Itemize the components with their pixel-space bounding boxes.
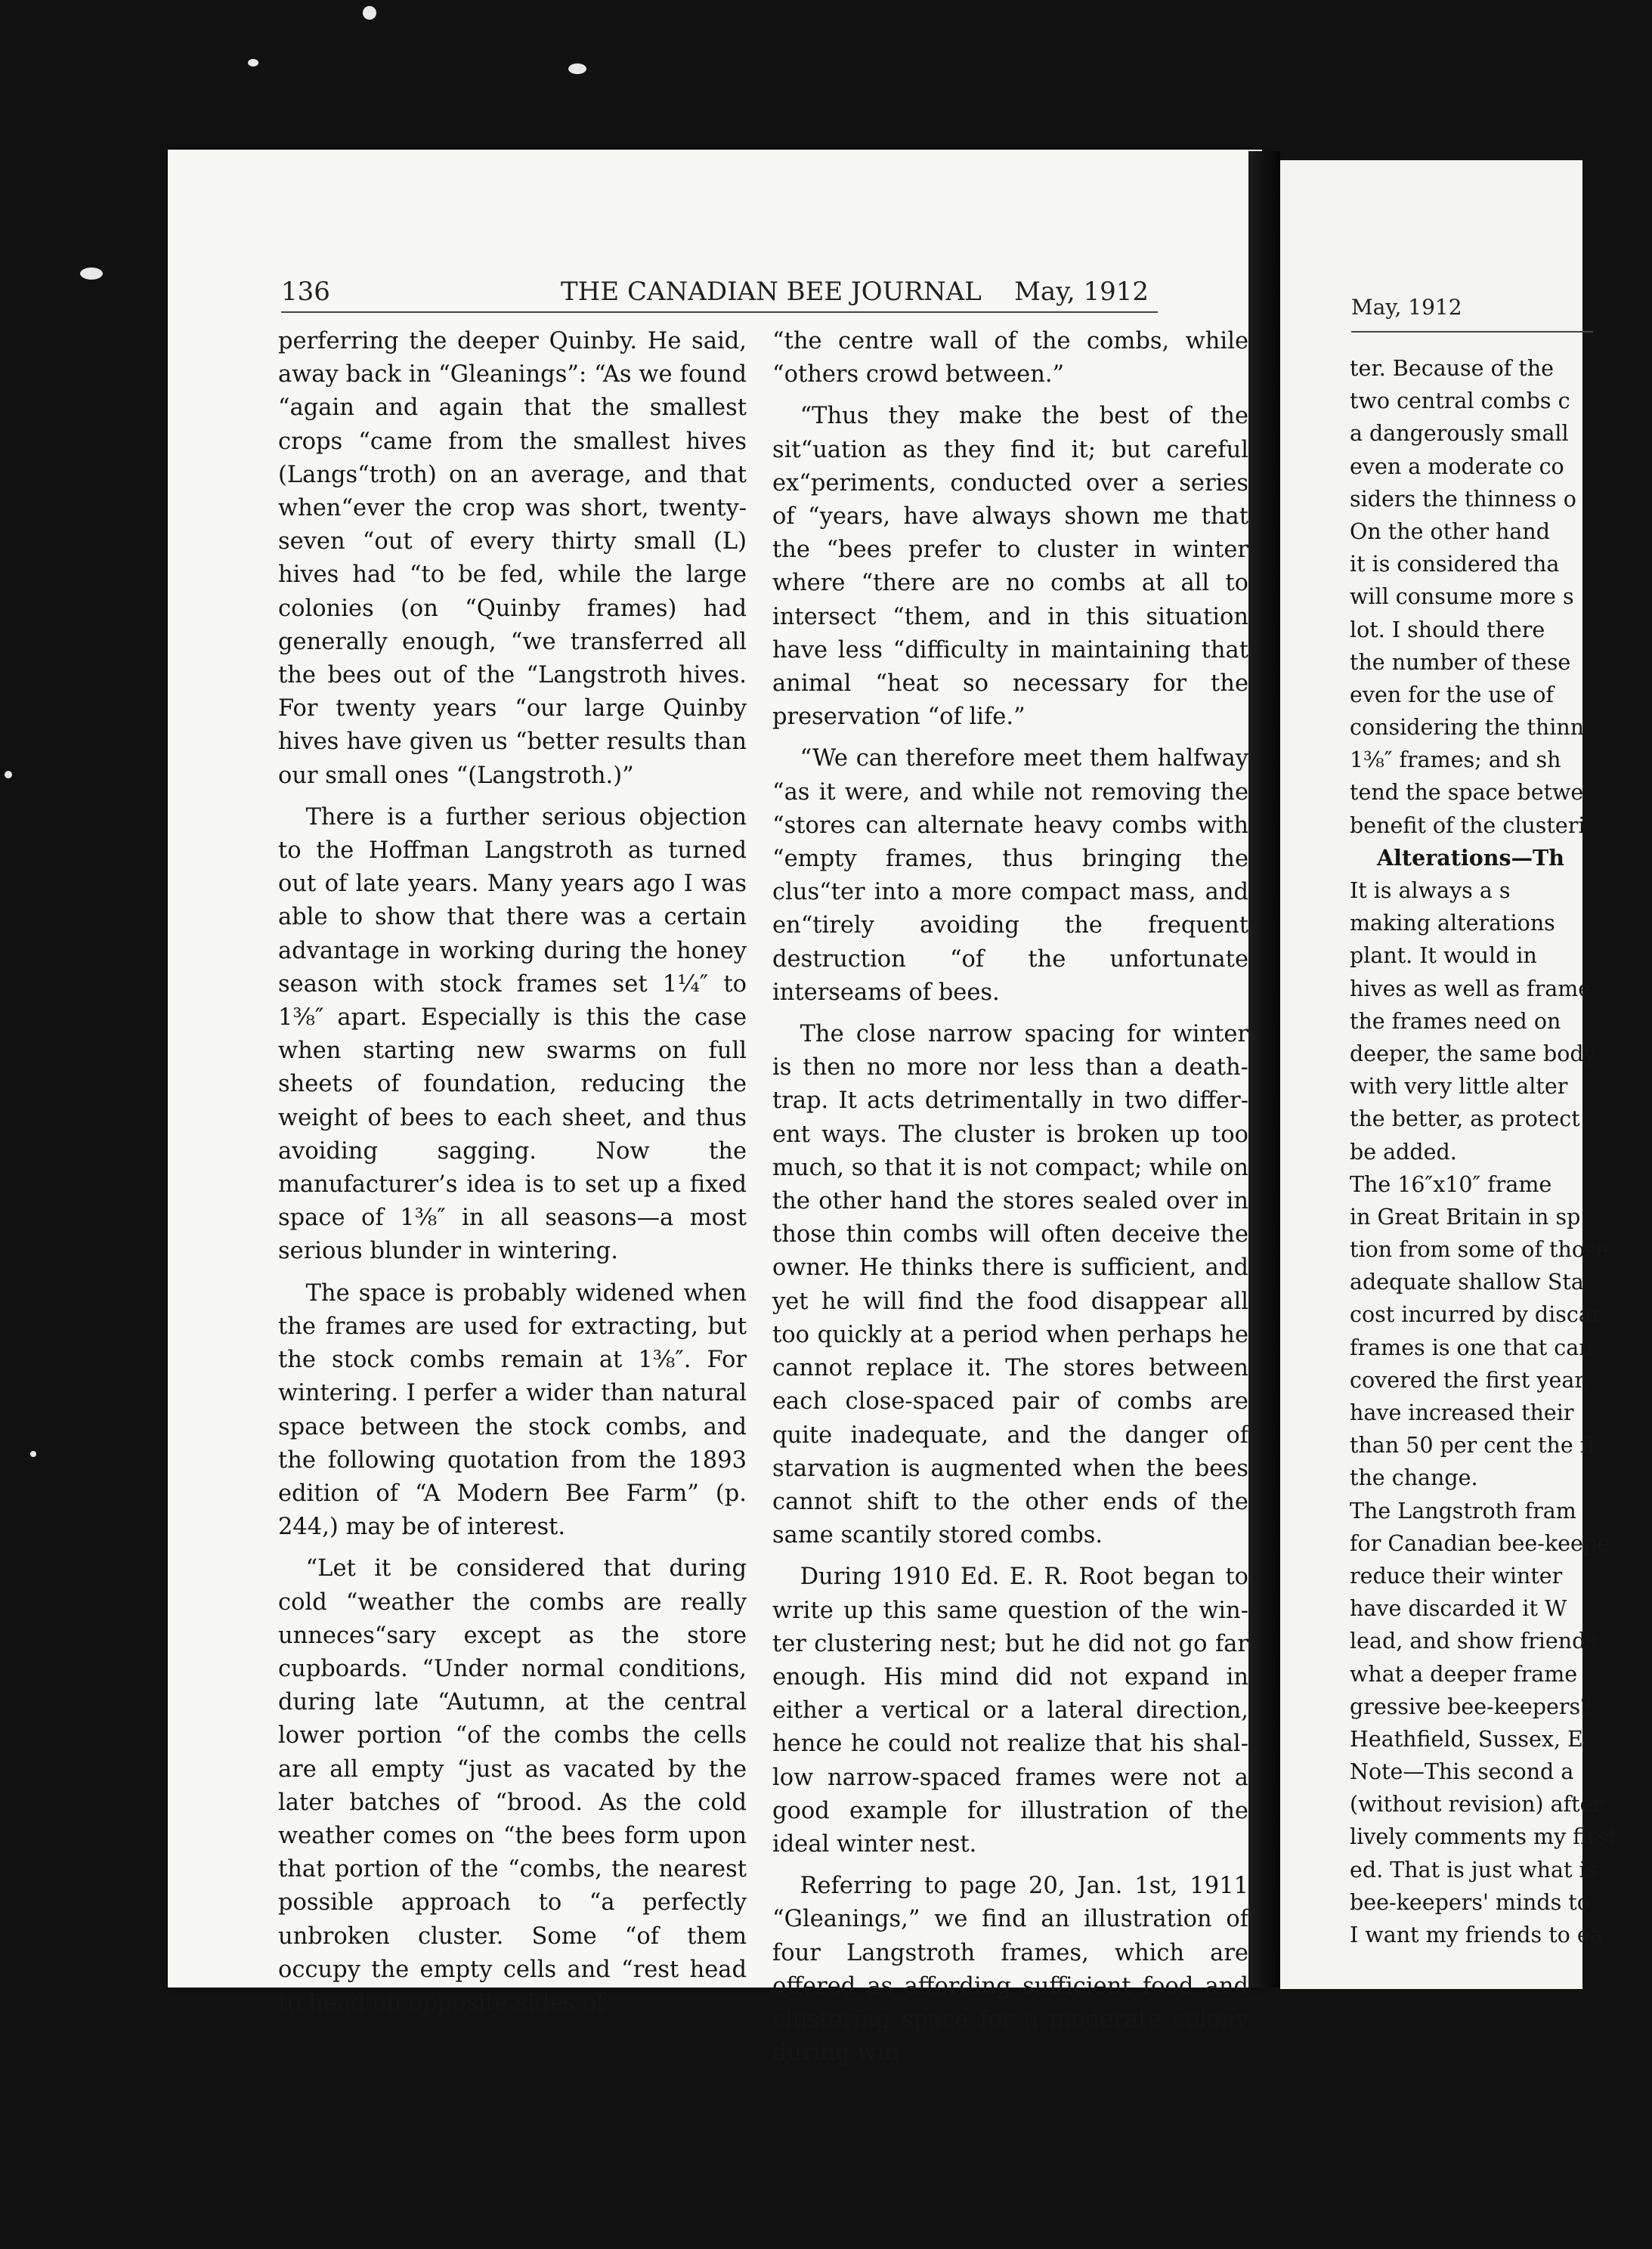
middle-column	[772, 325, 1248, 2078]
facing-page-line: adequate shallow Sta	[1350, 1270, 1584, 1295]
facing-page-line: It is always a s	[1350, 878, 1511, 903]
paragraph: “Let it be considered that during cold “weather the combs are really unneces“sary except as the store cupboards. “Under normal conditions, during late “Autumn, at the central lower portion “of the combs the cells are all empty “just as vacated by the later batches of “brood. As the cold weather comes on “the bees form upon that portion of the “combs, the nearest possible approach to “a perfectly unbroken cluster. Some “of them occupy the empty cells and “rest head to head on opposite sides of	[278, 1555, 747, 2016]
issue-date: May, 1912	[1014, 277, 1149, 307]
facing-page-line: considering the thinn	[1350, 715, 1585, 741]
paragraph: perferring the deeper Quinby. He said, away back in “Gleanings”: “As we found “again and again that the smallest crops “came from the smallest hives (Langs“troth) on an average, and that when“ever the crop was short, twenty-seven “out of every thirty small (L) hives had “to be fed, while the large colonies (on “Quinby frames) had generally enough, “we transferred all the bees out of the “Langstroth hives. For twenty years “our large Quinby hives have given us “better results than our small ones “(Langstroth.)”	[278, 328, 747, 789]
facing-page-line: the number of these	[1350, 649, 1571, 675]
facing-page-line: Heathfield, Sussex, E	[1350, 1726, 1583, 1752]
facing-page-line: Note—This second a	[1350, 1759, 1574, 1785]
facing-page-line: The Langstroth fram	[1350, 1498, 1576, 1524]
facing-page-line: gressive bee-keepers?	[1350, 1694, 1592, 1719]
facing-page-line: plant. It would in	[1350, 943, 1537, 969]
header-rule	[281, 311, 1158, 313]
facing-page-subheading: Alterations—Th	[1377, 844, 1564, 871]
facing-page-line: cost incurred by discar	[1350, 1302, 1602, 1328]
facing-page-line: will consume more s	[1350, 584, 1574, 610]
paragraph: “the centre wall of the combs, while “others crowd between.”	[772, 328, 1248, 388]
facing-page-line: have discarded it W	[1350, 1596, 1567, 1622]
facing-page-line: benefit of the clusteri	[1350, 812, 1585, 838]
facing-page-line: two central combs c	[1350, 388, 1570, 414]
facing-page-line: making alterations	[1350, 911, 1555, 936]
facing-page-line: (without revision) after	[1350, 1792, 1604, 1817]
facing-page-line: siders the thinness o	[1350, 486, 1576, 512]
facing-page	[1280, 160, 1617, 1989]
dust-speck	[363, 6, 376, 20]
dust-speck	[80, 268, 103, 280]
facing-page-line: lively comments my first	[1350, 1824, 1617, 1850]
facing-page-line: than 50 per cent the fi	[1350, 1433, 1595, 1459]
dust-speck	[248, 59, 258, 67]
paragraph: “Thus they make the best of the sit“uation as they find it; but careful ex“periments, conducted over a series of “years, have always shown me that the “bees prefer to cluster in winter where “there are no combs at all to intersect “them, and in this situation have less “difficulty in maintaining that animal “heat so necessary for the preservation “of life.”	[772, 403, 1248, 731]
facing-page-line: what a deeper frame	[1350, 1661, 1578, 1687]
paragraph: There is a further serious objection to the Hoffman Langstroth as turned out of late years. Many years ago I was able to show that there was a certain advantage in working during the honey season with stock frames set 1¼″ to 1⅜″ apart. Especially is this the case when starting new swarms on full sheets of foundation, reducing the weight of bees to each sheet, and thus avoiding sagging. Now the manufacturer’s idea is to set up a fixed space of 1⅜″ in all seasons—a most serious blunder in wintering.	[278, 803, 747, 1265]
facing-page-line: the frames need on	[1350, 1008, 1561, 1034]
facing-page-line: On the other hand	[1350, 518, 1550, 544]
facing-page-line: covered the first year.	[1350, 1367, 1589, 1393]
facing-page-line: deeper, the same body	[1350, 1041, 1596, 1066]
left-column	[278, 325, 747, 2028]
facing-page-line: have increased their	[1350, 1400, 1574, 1425]
facing-page-line: I want my friends to ea	[1350, 1923, 1603, 1947]
facing-page-line: frames is one that can	[1350, 1335, 1593, 1360]
facing-page-line: with very little alter	[1350, 1074, 1568, 1100]
facing-page-line: bee-keepers' minds to	[1350, 1889, 1590, 1915]
facing-page-line: the better, as protect	[1350, 1106, 1580, 1132]
paragraph: During 1910 Ed. E. R. Root began to write up this same question of the winter clustering nest; but he did not go far enough. His mind did not expand in either a vertical or a lateral direction, hence he could not realize that his shallow narrow-spaced frames were not a good example for illustration of the ideal winter nest.	[772, 1564, 1248, 1858]
dust-speck	[30, 1451, 36, 1457]
facing-page-line: ter. Because of the	[1350, 356, 1555, 381]
facing-page-line: The 16″x10″ frame	[1350, 1171, 1552, 1197]
facing-page-line: tend the space betwe	[1350, 780, 1584, 806]
facing-page-line: a dangerously small	[1350, 421, 1569, 447]
facing-page-line: reduce their winter	[1350, 1563, 1563, 1589]
facing-page-line: it is considered tha	[1350, 552, 1560, 577]
paragraph: “We can therefore meet them halfway “as it were, and while not removing the “stores can alternate heavy combs with “empty frames, thus bringing the clus“ter into a more compact mass, and en“tirely avoiding the frequent destruction “of the unfortunate interseams of bees.	[772, 745, 1248, 1006]
facing-page-date: May, 1912	[1351, 295, 1462, 320]
facing-page-line: tion from some of those	[1350, 1237, 1609, 1263]
book-page	[168, 150, 1262, 2067]
facing-page-line: even a moderate co	[1350, 453, 1564, 479]
book-gutter	[1248, 151, 1280, 1988]
journal-title: THE CANADIAN BEE JOURNAL	[561, 277, 982, 307]
facing-page-rule	[1351, 331, 1593, 333]
facing-page-line: even for the use of	[1350, 682, 1554, 707]
facing-page-line: 1⅜″ frames; and sh	[1350, 747, 1561, 773]
facing-page-line: lot. I should there	[1350, 617, 1545, 642]
page-number: 136	[281, 277, 330, 307]
facing-page-line: the change.	[1350, 1465, 1478, 1491]
dust-speck	[568, 63, 586, 74]
paragraph: The close narrow spacing for winter is then no more nor less than a death-trap. It acts detrimentally in two different ways. The cluster is broken up too much, so that it is not compact; while on the other hand the stores sealed over in those thin combs will often deceive the owner. He thinks there is sufficient, and yet he will find the food disappear all too quickly at a period when perhaps he cannot replace it. The stores between each close-spaced pair of combs are quite inadequate, and the danger of starvation is augmented when the bees cannot shift to the other ends of the same scantily stored combs.	[772, 1021, 1248, 1549]
facing-page-line: in Great Britain in sp	[1350, 1204, 1581, 1230]
dust-speck	[5, 771, 12, 778]
facing-page-line: be added.	[1350, 1139, 1457, 1165]
facing-page-column	[1350, 352, 1652, 1951]
facing-page-line: hives as well as frame	[1350, 976, 1592, 1001]
paragraph: The space is probably widened when the frames are used for extracting, but the stock combs remain at 1⅜″. For wintering. I perfer a wider than natural space between the stock combs, and the following quotation from the 1893 edition of “A Modern Bee Farm” (p. 244,) may be of interest.	[278, 1279, 747, 1541]
facing-page-line: ed. That is just what is	[1350, 1857, 1598, 1882]
facing-page-line: for Canadian bee-keepe	[1350, 1530, 1610, 1556]
paragraph: Referring to page 20, Jan. 1st, 1911 “Gleanings,” we find an illustration of four Langstroth frames, which are offered as affording sufficient food and clustering space for a moderate colony during win	[772, 1873, 1248, 2067]
facing-page-line: lead, and show friends	[1350, 1629, 1597, 1654]
